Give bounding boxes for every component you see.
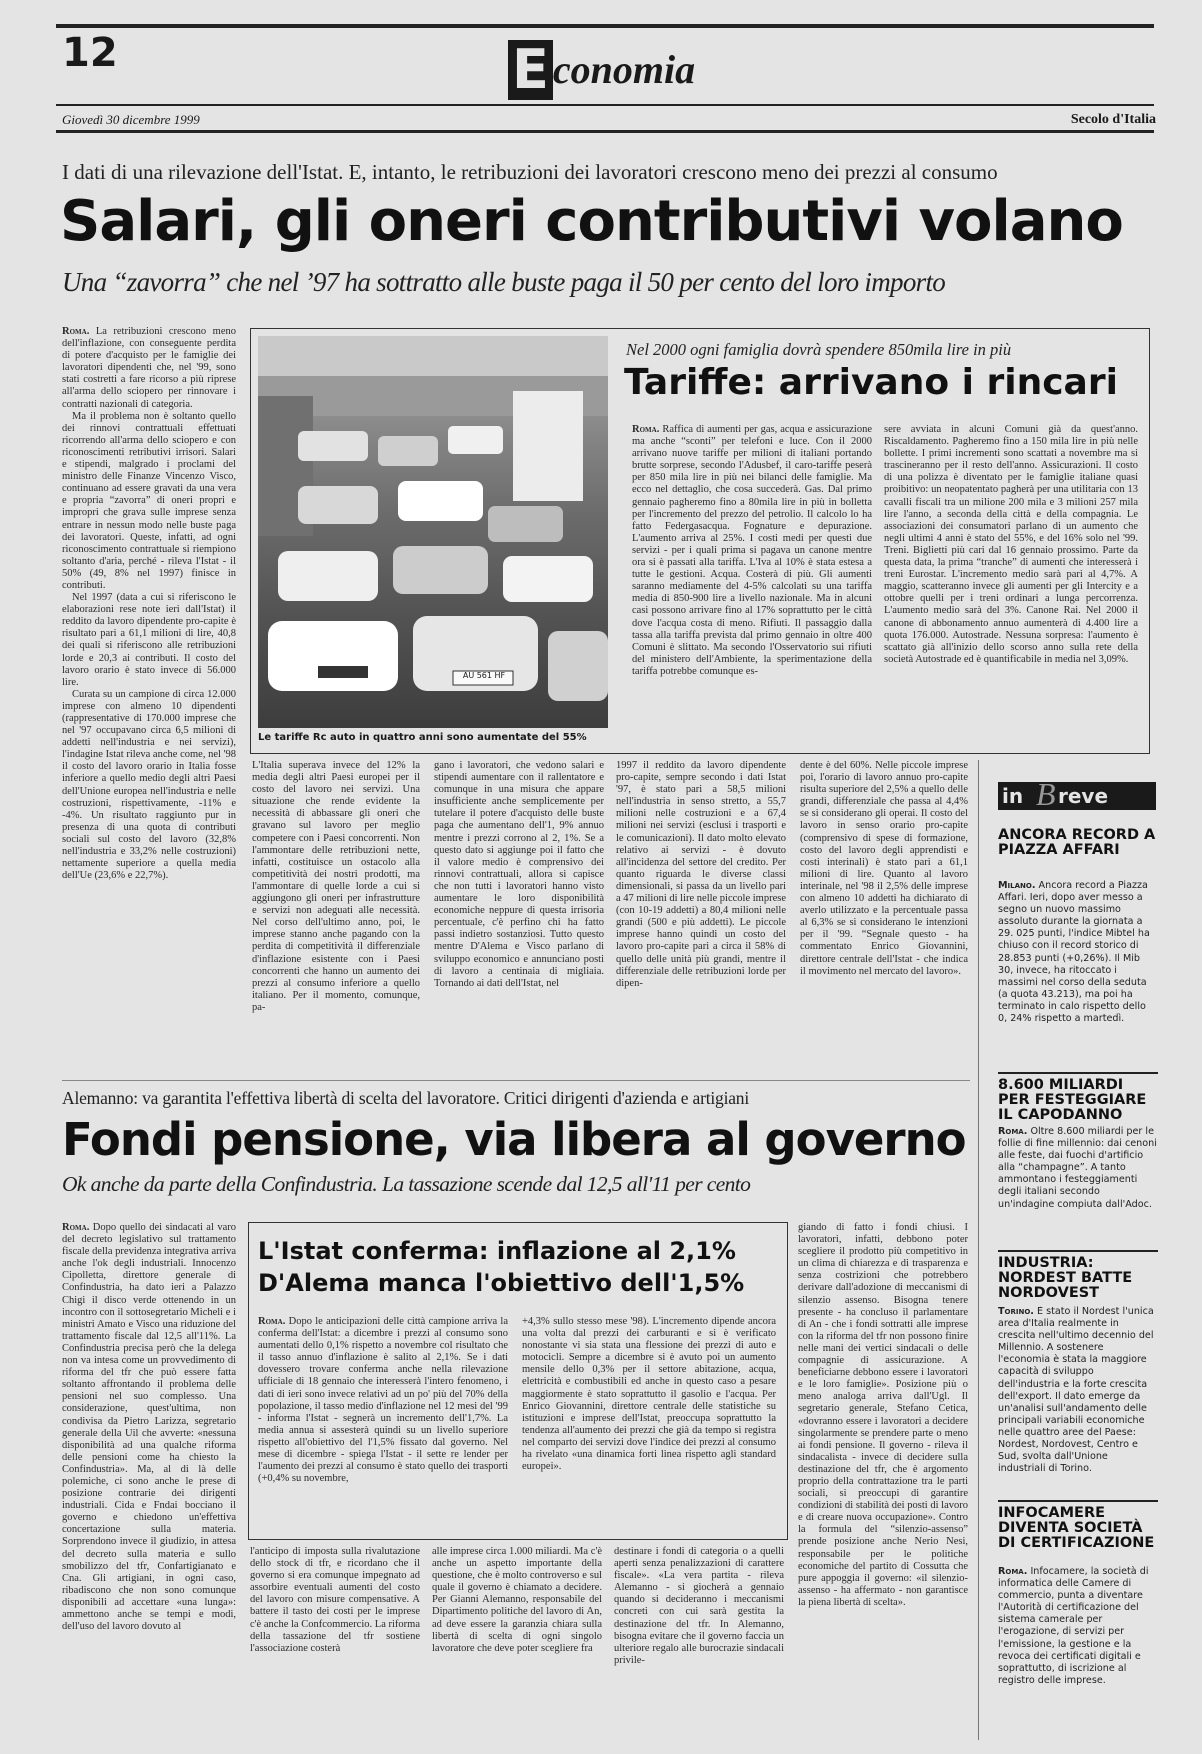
fondi-kicker: Alemanno: va garantita l'effettiva libertà di scelta del lavoratore. Critici dirigenti d'azienda e artigiani <box>62 1088 750 1108</box>
tariffe-kicker: Nel 2000 ogni famiglia dovrà spendere 850mila lire in più <box>626 340 1012 359</box>
lead-paragraph-2: Ma il problema non è soltanto quello dei rinnovi contrattuali effettuati ricorrendo all'arma dello sciopero e con riconoscimenti retributivi irrisori. Salari e stipendi, malgrado i proclami del ministro delle Finanze Vincenzo Visco, continuano ad essere gravati da una vera e propria “zavorra” di oneri propri e impropri che grava sulle imprese senza entrare in nessun modo nelle buste paga dei lavoratori. Queste, infatti, ad ogni riconoscimento contrattuale si riempiono soltanto d'aria, perché - rileva l'Istat - il 50% (49, 8% nel 1997) finisce in contributi. <box>62 410 236 591</box>
section-title <box>508 40 695 106</box>
breve-title-3: INDUSTRIA: NORDEST BATTE NORDOVEST <box>998 1255 1133 1301</box>
breve-body-2: Oltre 8.600 miliardi per le follie di fine millennio: dai cenoni alle feste, dai fuochi d'artificio alla “champagne”. A tanto ammontano i festeggiamenti degli italiani secondo un'indagine compiuta dall'Adoc. <box>998 1126 1157 1210</box>
lead-bottom-text-2: gano i lavoratori, che vedono salari e stipendi aumentare con il rallentatore e comunque in una misura che appare insufficiente anche semplicemente per tutelare il potere d'acquisto delle buste paga che aumentano dell'1, 9% annuo mentre i prezzi corrono al 2, 1%. Se a questo dato si aggiunge poi il fatto che il valore medio è comprensivo dei rinnovi contrattuali, allora si capisce che non tutti i lavoratori hanno visto aumentare le loro disponibilità economiche neppure di questa irrisoria percentuale, c'è perfino chi ha fatto passi indietro sostanziosi. Tutto questo mentre D'Alema e Visco parlano di sviluppo economico e annunciano posti di lavoro a centinaia di migliaia. Tornando ai dati dell'Istat, nel <box>434 760 604 989</box>
lead-deck: Una “zavorra” che nel ’97 ha sottratto alle buste paga il 50 per cento del loro importo <box>62 267 946 297</box>
tariffe-text-2: sere avviata in alcuni Comuni già da quest'anno. Riscaldamento. Pagheremo fino a 150 mila lire in più nelle bollette. I primi incrementi sono scattati a novembre ma si trascineranno per il resto dell'anno. Assicurazioni. Il costo di una polizza è diventato per le famiglie italiane quasi proibitivo: un neopatentato pagherà per una utilitaria con 13 cavalli fiscali tra un milione 200 mila e 3 milioni 257 mila lire l'anno, a seconda della città e della compagnia. Le associazioni dei consumatori parlano di un aumento che negli ultimi 4 anni è stato del 55%, e del 16% solo nel '99. Treni. Biglietti più cari dal 16 gennaio prossimo. Parte da questa data, la prima “tranche” di aumenti che interesserà i treni Eurostar. L'incremento medio sarà pari al 4,7%. A maggio, scatteranno invece gli aumenti per gli Intercity e a ottobre quelli per i treni ordinari a lunga percorrenza. L'aumento medio sarà del 3%. Canone Rai. Nel 2000 il canone di abbonamento annuo aumenterà di 4.400 lire a quota 176.000. Autostrade. Nessuna sorpresa: l'aumento è scattato già all'inizio dello scorso anno sulla rete della società Autostrade ed è quantificabile in media nel 3,09%. <box>884 424 1138 665</box>
in-breve-in: in <box>1002 784 1024 808</box>
istat-headline-1: L'Istat conferma: inflazione al 2,1% <box>258 1237 736 1265</box>
lead-bottom-column-2 <box>434 760 604 1060</box>
lead-paragraph-4: Curata su un campione di circa 12.000 imprese con almeno 10 dipendenti (rappresentative di 170.000 imprese che nel '97 occupavano circa 6,5 milioni di addetti nell'industria e nei servizi), l'indagine Istat rileva anche come, nel '98 il costo del lavoro orario in Italia fosse inferiore a quello medio degli altri Paesi dell'Unione europea nell'industria e nelle costruzioni, rispettivamente, -11% e -4%. Un risultato raggiunto pur in presenza di una quota di contributi sociali sul costo del lavoro (32,8% nell'industria e 33,2% nelle costruzioni) nettamente superiore a quella media dell'Ue (23,6% e 22,7%). <box>62 688 236 882</box>
fondi-bottom-text-2: alle imprese circa 1.000 miliardi. Ma c'è anche un aspetto importante della questione, che è molto controverso e sul quale il governo è chiamato a decidere. Per Gianni Alemanno, responsabile del Dipartimento politiche del lavoro di An, ad deve essere la garanzia chiara sulla libertà di scelta di ogni singolo lavoratore che deve poter scegliere fra <box>432 1546 602 1654</box>
fondi-bottom-column-1 <box>250 1546 420 1740</box>
top-rule <box>56 24 1154 28</box>
lead-bottom-text-3: 1997 il reddito da lavoro dipendente pro-capite, sempre secondo i dati Istat '97, è stato pari a 58,5 milioni nell'industria in senso stretto, a 55,7 milioni nelle costruzioni e a 67,4 milioni nei servizi (esclusi i trasporti e le comunicazioni). Il dato molto elevato relativo ai servizi - è dovuto all'incidenza del settore del credito. Per quanto riguarda le diverse classi dimensionali, si passa da un livello pari a 47 milioni di lire nelle piccole imprese (con 10-19 addetti) a 80,4 milioni nelle grandi (500 e più addetti). Le piccole imprese hanno quindi un costo del lavoro pro-capite pari a circa il 58% di quello delle unità più grandi, mentre il differenziale delle retribuzioni lorde per dipen- <box>616 760 786 989</box>
breve-city-4: Roma. <box>998 1566 1028 1577</box>
istat-headline-2: D'Alema manca l'obiettivo dell'1,5% <box>258 1269 745 1297</box>
issue-date: Giovedì 30 dicembre 1999 <box>62 112 200 127</box>
fondi-city: Roma. <box>62 1222 90 1233</box>
lead-bottom-text-1: L'Italia superava invece del 12% la media degli altri Paesi europei per il costo del lavoro nei servizi. Una situazione che rende evidente la necessità di abbassare gli oneri che gravano sul lavoro per meglio competere con i Paesi concorrenti. Non l'ammontare delle retribuzioni nette, infatti, costituisce un ostacolo alla competitività dei nostri prodotti, ma l'ammontare di quelle lorde a cui si aggiungono gli oneri per infrastrutture e servizi non adeguati alle necessità. Nel corso dell'ultimo anno, poi, le imprese stanno anche pagando con la perdita di competitività il differenziale d'inflazione esistente con i Paesi concorrenti che hanno un aumento dei prezzi al consumo inferiore a quello italiano. Per il momento, comunque, pa- <box>252 760 420 1013</box>
breve-body-4: Infocamere, la società di informatica delle Camere di commercio, punta a diventare l'Autorità di certificazione del sistema camerale per l'erogazione, di servizi per l'emissione, la gestione e la revoca dei certificati digitali e soprattutto, di iscrizione al registro delle imprese. <box>998 1566 1149 1686</box>
fondi-text-1: Dopo quello dei sindacati al varo del decreto legislativo sul trattamento fiscale della previdenza integrativa arriva anche l'ok degli industriali. Innocenzo Cipolletta, direttore generale di Confindustria, ha dato ieri a Palazzo Chigi il disco verde ottenendo in un incontro con il sottosegretario Micheli e i ministri Amato e Visco una riduzione del trattamento fiscale dal 12,5 all'11%. La Confindustria precisa però che la delega non va intesa come un provvedimento di riforma del tfr che può essere fatta soltanto affrontando il problema delle pensioni nel suo complesso. Una considerazione, quest'ultima, non condivisa da Pietro Larizza, segretario generale della Uil che avverte: «nessuna disponibilità ad una qualche riforma delle pensioni come ha chiesto la Confindustria». Ma, al di là delle polemiche, ci sono anche le prese di posizione contrarie dei dirigenti industriali. Cida e Fndai bocciano il governo e chiedono un'effettiva concertazione sulla materia. Sorprendono invece il giudizio, in attesa del decreto sulla materia e sullo smobilizzo del tfr, Confartigianato e Cna. Gli artigiani, in ogni caso, ribadiscono che non sono comunque disponibili ad accettare «una lunga»: ammettono anche se tempi e modi, dell'uso del lavoro dovuto al <box>62 1222 236 1633</box>
breve-rule-1 <box>998 1072 1158 1074</box>
section-initial: E <box>508 40 553 100</box>
istat-text-2: +4,3% sullo stesso mese '98). L'incremento dipende ancora una volta dal prezzi dei carburanti e si è verificato nonostante vi sia stata una flessione dei prezzi di auto e motocicli. Sempre a dicembre si è avuto poi un aumento mensile dello 0,3% per il settore abitazione, acqua, elettricità e combustibili ed anche in questo caso a pesare maggiormente è stato soprattutto il gasolio e l'acqua. Per Enrico Giovannini, direttore centrale delle statistiche su istituzioni e imprese dell'Istat, preoccupa soprattutto la tendenza all'aumento dei prezzi che già da tempo si registra nel comparto dei servizi dove l'indice dei prezzi al consumo ha rivelato «una dinamica forti linea rispetto agli standard europei». <box>522 1316 776 1473</box>
fondi-bottom-column-3 <box>614 1546 784 1740</box>
breve-rule-3 <box>998 1500 1158 1502</box>
lead-headline: Salari, gli oneri contributivi volano <box>60 189 1123 254</box>
fondi-bottom-text-3: destinare i fondi di categoria o a quelli aperti senza penalizzazioni di carattere fiscale». «La vera partita - rileva Alemanno - si giocherà a gennaio quando si decideranno i meccanismi concreti con cui sarà gestita la destinazione del tfr. In Alemanno, bisogna evitare che il governo faccia un ulteriore regalo alle burocrazie sindacali privile- <box>614 1546 784 1666</box>
tariffe-city: Roma. <box>632 424 660 435</box>
breve-title-2: 8.600 MILIARDI PER FESTEGGIARE IL CAPODANNO <box>998 1077 1147 1123</box>
lead-kicker: I dati di una rilevazione dell'Istat. E, intanto, le retribuzioni dei lavoratori crescono meno dei prezzi al consumo <box>62 160 998 184</box>
breve-rule-2 <box>998 1250 1158 1252</box>
breve-title-1: ANCORA RECORD A PIAZZA AFFARI <box>998 827 1156 858</box>
in-breve-logo <box>998 776 1156 812</box>
lead-bottom-column-1 <box>252 760 420 1060</box>
license-plate: AU 561 HF <box>462 671 506 680</box>
tariffe-text-1: Raffica di aumenti per gas, acqua e assicurazione ma anche “sconti” per telefoni e luce. Con il 2000 arrivano nuove tariffe per milioni di italiani portando brutte sorprese, secondo l'Adusbef, il caro-tariffe peserà per 850 mila lire in più nei bilanci delle famiglie. Ma ecco nel dettaglio, che cosa succederà. Gas. Dal primo gennaio pagheremo fino a 80mila lire in più in bolletta per l'incremento del prezzo del petrolio. Il calcolo lo ha fatto Federgasacqua. Fognature e depurazione. L'aumento arriva al 25%. I costi medi per questi due servizi - per i quali prima si pagava un canone mentre ora si è passati alla tariffa. L'Iva al 10% è stata estesa a tutte le gestioni. Acqua. Costerà di più. Gli aumenti saranno mediamente del 4-5% calcolati su una tariffa media di 850-900 lire a livello nazionale. Ma in alcuni casi possono arrivare fino al 17% soprattutto per le città dove l'acqua costa di meno. Rifiuti. Il passaggio dalla tassa alla tariffa prevista dal primo gennaio in oltre 400 Comuni è slittato. Ma secondo l'Osservatorio sui rifiuti del ministero dell'Ambiente, la sperimentazione della tariffa potrebbe comunque es- <box>632 424 872 677</box>
breve-text-1 <box>998 880 1158 1070</box>
photo-caption: Le tariffe Rc auto in quattro anni sono aumentate del 55% <box>258 732 587 743</box>
traffic-photo <box>258 336 608 728</box>
paper-name: Secolo d'Italia <box>1070 112 1156 127</box>
fondi-deck: Ok anche da parte della Confindustria. La tassazione scende dal 12,5 all'11 per cento <box>62 1172 751 1196</box>
breve-body-1: Ancora record a Piazza Affari. Ieri, dopo aver messo a segno un nuovo massimo assoluto durante la giornata a 29. 025 punti, l'indice Mibtel ha chiuso con il record storico di 28.853 punti (+0,26%). Il Mib 30, invece, ha ritoccato i massimi nel corso della seduta (a quota 43.213), ma poi ha terminato in calo rispetto dello 0, 24% rispetto a martedì. <box>998 880 1150 1025</box>
lead-bottom-column-4 <box>800 760 968 1060</box>
section-rest: conomia <box>552 47 696 92</box>
fondi-top-rule <box>62 1080 970 1081</box>
tariffe-column-1 <box>632 424 872 744</box>
breve-text-3 <box>998 1306 1158 1496</box>
lead-paragraph-3: Nel 1997 (data a cui si riferiscono le elaborazioni rese note ieri dall'Istat) il reddito da lavoro dipendente pro-capite è risultato pari a 61,1 milioni di lire, 40,8 dei quali si riferiscono alle retribuzioni lorde e 20,3 ai contributi. Il costo del lavoro orario è stato invece di 56.000 lire. <box>62 592 236 688</box>
lead-paragraph-1: La retribuzioni crescono meno dell'inflazione, con conseguente perdita di potere d'acquisto per le famiglie dei lavoratori dipendenti che, nel '99, sono stati costretti a fare ricorso a più riprese all'arma dello sciopero per rinnovare i contratti nazionali di categoria. <box>62 326 236 410</box>
istat-text-1: Dopo le anticipazioni delle città campione arriva la conferma dell'Istat: a dicembre i prezzi al consumo sono aumentati dello 0,1% rispetto a novembre col risultato che il tasso annuo d'inflazione è salito al 2,1%. Se i dati dovessero trovare conferma anche nella rilevazione ufficiale di 18 gennaio che interesserà l'intero fenomeno, i dati di ieri sono invece relativi ad un po' più del 70% della popolazione, il tasso medio d'inflazione nel 12 mesi del '99 - informa l'Istat - segnerà un incremento dell'1,7%. La media annua si assesterà quindi su un livello superiore rispetto all'obiettivo del l'1,5% fissato dal governo. Nel mese di dicembre - spiega l'Istat - il sette re lender per l'aumento dei prezzi al consumo è stato quello dei trasporti (+0,4% su novembre, <box>258 1316 508 1485</box>
istat-column-2 <box>522 1316 776 1532</box>
in-breve-rest: reve <box>1058 784 1109 808</box>
lead-city: Roma. <box>62 326 90 337</box>
tariffe-headline: Tariffe: arrivano i rincari <box>624 362 1118 403</box>
masthead-rule-bottom <box>56 130 1154 133</box>
istat-city: Roma. <box>258 1316 286 1327</box>
lead-bottom-text-4: dente è del 60%. Nelle piccole imprese poi, l'orario di lavoro annuo pro-capite risulta superiore del 2,5% a quello delle grandi, differenziale che passa al 4,4% se si considerano gli operai. Il costo del lavoro in senso orario pro-capite (comprensivo di spese di formazione, costo del lavoro degli apprendisti e costi interinali) è stato pari a 61,1 milioni di lire. Quanto al lavoro interinale, nel '98 il 2,5% delle imprese con almeno 10 addetti ha dichiarato di averlo utilizzato e la percentuale passa al 6,3% se si considerano le intenzioni per il '99. “Segnale questo - ha commentato Enrico Giovannini, direttore centrale dell'Istat - che indica il movimento nel mercato del lavoro». <box>800 760 968 977</box>
breve-city-3: Torino. <box>998 1306 1034 1317</box>
istat-column-1 <box>258 1316 508 1532</box>
breve-text-2 <box>998 1126 1158 1244</box>
fondi-column-right <box>798 1222 968 1740</box>
breve-city-2: Roma. <box>998 1126 1028 1137</box>
in-breve-b: B <box>1036 776 1056 812</box>
breve-body-3: È stato il Nordest l'unica area d'Italia realmente in crescita nell'ultimo decennio del Millennio. A sostenere l'economia è stata la maggiore capacità di sviluppo dell'industria e la forte crescita dell'export. Il dato emerge da un'analisi sull'andamento delle principali variabili economiche nelle quattro aree del Paese: Nordest, Nordovest, Centro e Sud, svolta dall'Unione industriali di Torino. <box>998 1306 1154 1475</box>
fondi-right-text: giando di fatto i fondi chiusi. I lavoratori, infatti, debbono poter scegliere il prodotto più competitivo in un clima di chiarezza e di trasparenza e senza costrizioni che potrebbero derivare dall'adozione di meccanismi di silenzio assenso. Bisogna tenere presente - ha concluso il parlamentare di An - che i fondi sottratti alle imprese con la riforma del tfr non possono finire nelle mani dei vertici sindacali o delle compagnie di assicurazione. A beneficiarne debbono essere i lavoratori e le loro famiglie». Posizione più o meno analoga arriva dall'Ugl. Il segretario generale, Stefano Cetica, «dovranno essere i lavoratori a decidere singolarmente se prendere parte o meno ai fondi pensione. Il governo - rileva il sindacalista - invece di decidere sulla destinazione del tfr, che è argomento proprio della contrattazione tra le parti sociali, si preoccupi di garantire condizioni di stabilità dei posti di lavoro e di creare nuova occupazione». Contro la formula del “silenzio-assenso” prende posizione anche Nerio Nesi, responsabile per le politiche economiche del partito di Cossutta che pure appoggia il governo: «il silenzio-assenso - ha affermato - non garantisce la piena libertà di scelta». <box>798 1222 968 1608</box>
breve-text-4 <box>998 1566 1158 1734</box>
page-number: 12 <box>62 30 118 76</box>
breve-city-1: Milano. <box>998 880 1036 891</box>
sidebar-divider <box>978 760 979 1740</box>
masthead-rule <box>56 104 1154 106</box>
fondi-headline: Fondi pensione, via libera al governo <box>62 1113 966 1166</box>
traffic-jam-image <box>258 336 608 728</box>
tariffe-column-2 <box>884 424 1138 744</box>
fondi-bottom-column-2 <box>432 1546 602 1740</box>
lead-column-1 <box>62 326 236 1058</box>
fondi-bottom-text-1: l'anticipo di imposta sulla rivalutazione dello stock di tfr, e ricordano che il governo si era comunque impegnato ad assorbire eventuali aumenti del costo del lavoro con misure compensative. A battere il tasto dei costi per le imprese c'è anche la Confcommercio. La riforma della tassazione del tfr sostiene l'associazione costerà <box>250 1546 420 1654</box>
lead-bottom-column-3 <box>616 760 786 1060</box>
fondi-column-1 <box>62 1222 236 1740</box>
breve-title-4: INFOCAMERE DIVENTA SOCIETÀ DI CERTIFICAZIONE <box>998 1505 1155 1551</box>
